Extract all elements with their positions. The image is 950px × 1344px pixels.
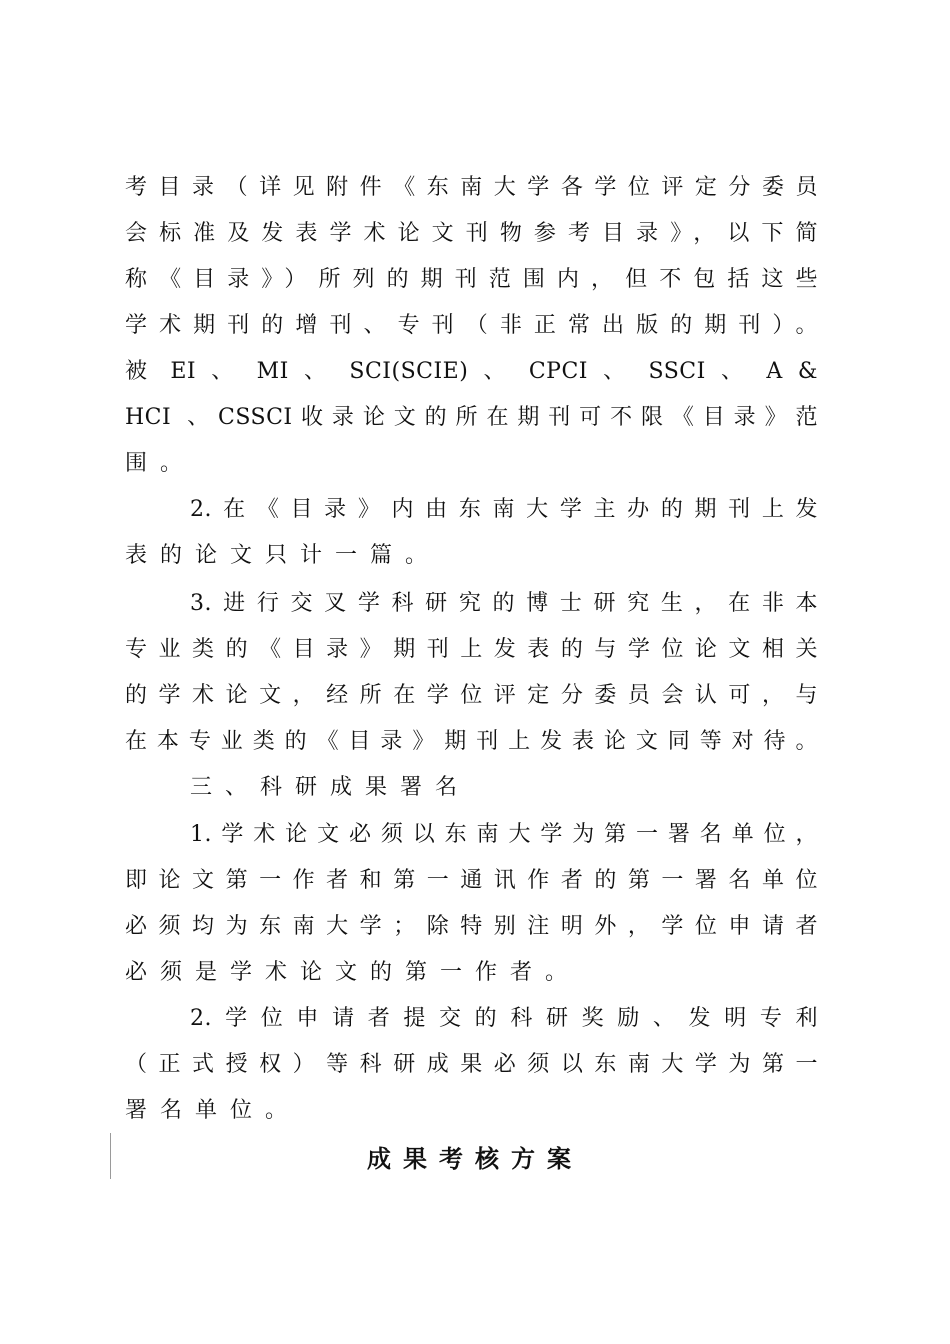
section-title: 成果考核方案 bbox=[367, 1145, 583, 1173]
paragraph-line: 2.学位申请者提交的科研奖励、发明专利 bbox=[190, 1006, 818, 1031]
paragraph-line: 围。 bbox=[125, 451, 196, 476]
paragraph-line: 必须是学术论文的第一作者。 bbox=[125, 960, 581, 985]
paragraph-line: 1.学术论文必须以东南大学为第一署名单位， bbox=[190, 822, 818, 847]
paragraph-line: 学术期刊的增刊、专刊（非正常出版的期刊）。 bbox=[125, 313, 818, 338]
paragraph-line: （正式授权）等科研成果必须以东南大学为第一 bbox=[125, 1052, 818, 1077]
paragraph-line: 署名单位。 bbox=[125, 1098, 301, 1123]
paragraph-line: 即论文第一作者和第一通讯作者的第一署名单位 bbox=[125, 868, 818, 893]
section-heading: 三、科研成果署名 bbox=[190, 775, 471, 800]
paragraph-line: 的学术论文，经所在学位评定分委员会认可，与 bbox=[125, 683, 818, 708]
paragraph-line: 3.进行交叉学科研究的博士研究生，在非本 bbox=[190, 591, 818, 616]
paragraph-line: 必须均为东南大学；除特别注明外，学位申请者 bbox=[125, 914, 818, 939]
paragraph-line: 在本专业类的《目录》期刊上发表论文同等对待。 bbox=[125, 729, 818, 754]
paragraph-line: 表的论文只计一篇。 bbox=[125, 543, 441, 568]
paragraph-line: 专业类的《目录》期刊上发表的与学位论文相关 bbox=[125, 637, 818, 662]
paragraph-line: 被 EI 、 MI 、 SCI(SCIE) 、 CPCI 、 SSCI 、 A & bbox=[125, 359, 818, 384]
paragraph-line: HCI 、CSSCI收录论文的所在期刊可不限《目录》范 bbox=[125, 405, 818, 430]
paragraph-line: 考目录（详见附件《东南大学各学位评定分委员 bbox=[125, 175, 818, 200]
paragraph-line: 2.在《目录》内由东南大学主办的期刊上发 bbox=[190, 497, 818, 522]
paragraph-line: 称《目录》）所列的期刊范围内，但不包括这些 bbox=[125, 267, 818, 292]
paragraph-line: 会标准及发表学术论文刊物参考目录》，以下简 bbox=[125, 221, 818, 246]
